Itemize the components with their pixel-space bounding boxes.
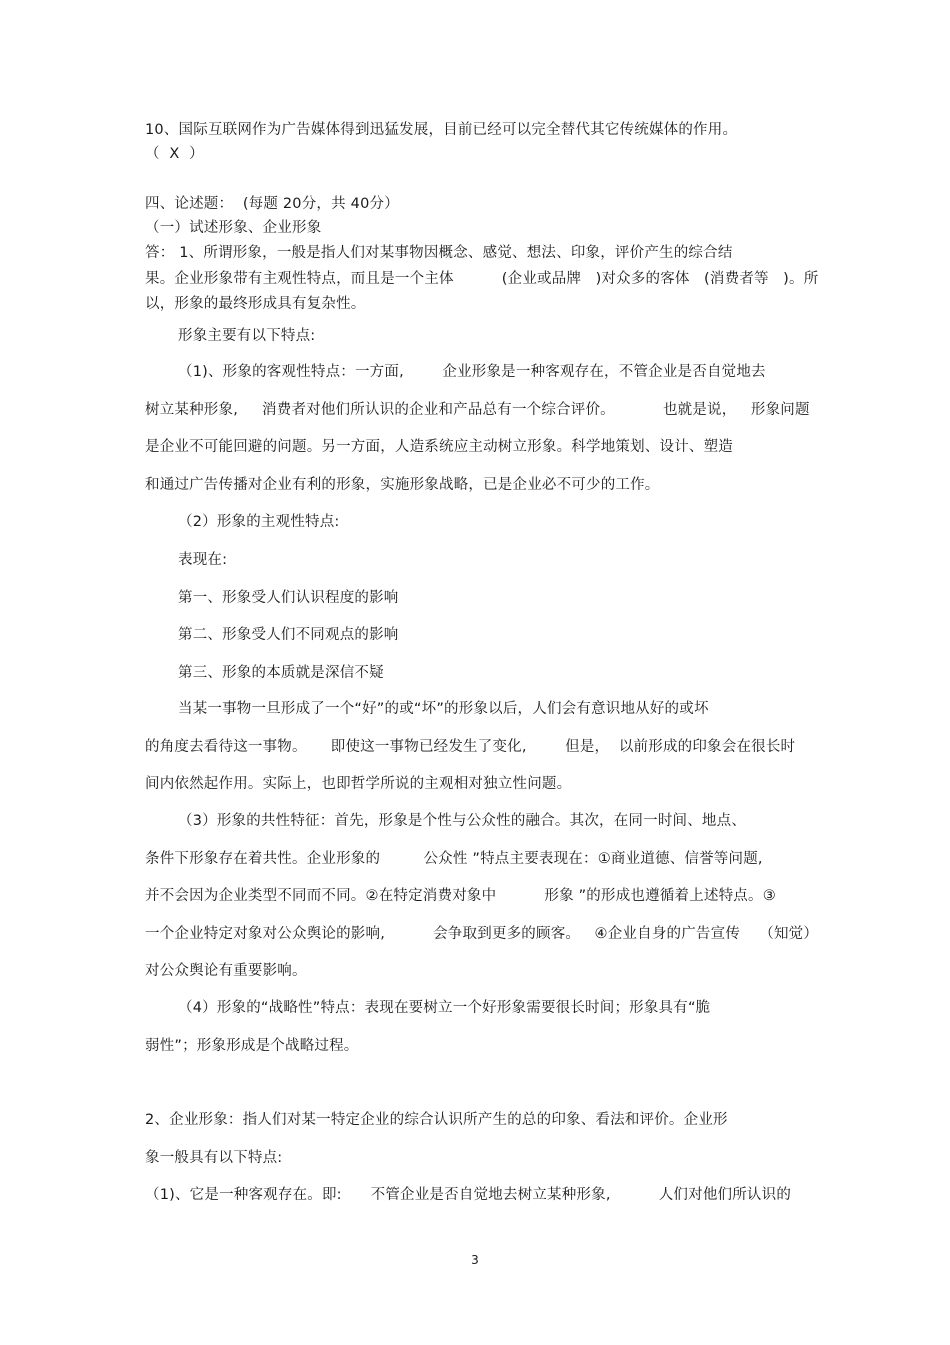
- list-item: 第一、形象受人们认识程度的影响: [178, 590, 399, 606]
- paragraph-line: （1)、它是一种客观存在。即: 不管企业是否自觉地去树立某种形象, 人们对他们所认识的: [145, 1187, 792, 1203]
- paragraph-line: 的角度去看待这一事物。 即使这一事物已经发生了变化, 但是， 以前形成的印象会在很长时: [145, 739, 796, 755]
- paragraph-line: 一个企业特定对象对公众舆论的影响, 会争取到更多的顾客。 ④企业自身的广告宣传 （知觉）: [145, 926, 819, 942]
- subheading: 形象主要有以下特点:: [178, 328, 316, 344]
- paragraph-line: 表现在:: [178, 552, 228, 568]
- list-item: 第二、形象受人们不同观点的影响: [178, 627, 399, 643]
- paragraph-line: 树立某种形象, 消费者对他们所认识的企业和产品总有一个综合评价。 也就是说， 形象问题: [145, 402, 810, 418]
- paragraph-line: （4）形象的“战略性”特点：表现在要树立一个好形象需要很长时间；形象具有“脆: [178, 1000, 711, 1016]
- subheading: （2）形象的主观性特点:: [178, 514, 340, 530]
- answer-line: 以，形象的最终形成具有复杂性。: [145, 296, 366, 312]
- paragraph-line: 2、企业形象：指人们对某一特定企业的综合认识所产生的总的印象、看法和评价。企业形: [145, 1112, 728, 1128]
- question-10-text: 10、国际互联网作为广告媒体得到迅猛发展，目前已经可以完全替代其它传统媒体的作用。: [145, 122, 738, 138]
- paragraph-line: （1)、形象的客观性特点：一方面, 企业形象是一种客观存在，不管企业是否自觉地去: [178, 364, 766, 380]
- answer-line: 答： 1、所谓形象，一般是指人们对某事物因概念、感觉、想法、印象，评价产生的综合结: [145, 245, 733, 261]
- paragraph-line: 当某一事物一旦形成了一个“好”的或“坏”的形象以后，人们会有意识地从好的或坏: [178, 701, 709, 717]
- paragraph-line: 弱性”；形象形成是个战略过程。: [145, 1038, 359, 1054]
- paragraph-line: 对公众舆论有重要影响。: [145, 963, 307, 979]
- essay-question-1: （一）试述形象、企业形象: [145, 220, 322, 236]
- paragraph-line: 间内依然起作用。实际上，也即哲学所说的主观相对独立性问题。: [145, 776, 572, 792]
- list-item: 第三、形象的本质就是深信不疑: [178, 665, 384, 681]
- paragraph-line: 并不会因为企业类型不同而不同。②在特定消费对象中 形象 ”的形成也遵循着上述特点。③: [145, 888, 776, 904]
- paragraph-line: （3）形象的共性特征：首先，形象是个性与公众性的融合。其次，在同一时间、地点、: [178, 813, 747, 829]
- answer-line: 果。企业形象带有主观性特点，而且是一个主体 (企业或品牌 )对众多的客体 (消费者等 )。所: [145, 271, 819, 287]
- paragraph-line: 是企业不可能回避的问题。另一方面，人造系统应主动树立形象。科学地策划、设计、塑造: [145, 439, 733, 455]
- page-number: 3: [471, 1253, 479, 1267]
- paragraph-line: 象一般具有以下特点:: [145, 1150, 283, 1166]
- section-heading: 四、论述题： (每题 20分，共 40分）: [145, 196, 399, 212]
- paragraph-line: 和通过广告传播对企业有利的形象，实施形象战略，已是企业必不可少的工作。: [145, 477, 660, 493]
- question-10-answer: （ X ）: [145, 146, 204, 162]
- paragraph-line: 条件下形象存在着共性。企业形象的 公众性 ”特点主要表现在：①商业道德、信誉等问题,: [145, 851, 763, 867]
